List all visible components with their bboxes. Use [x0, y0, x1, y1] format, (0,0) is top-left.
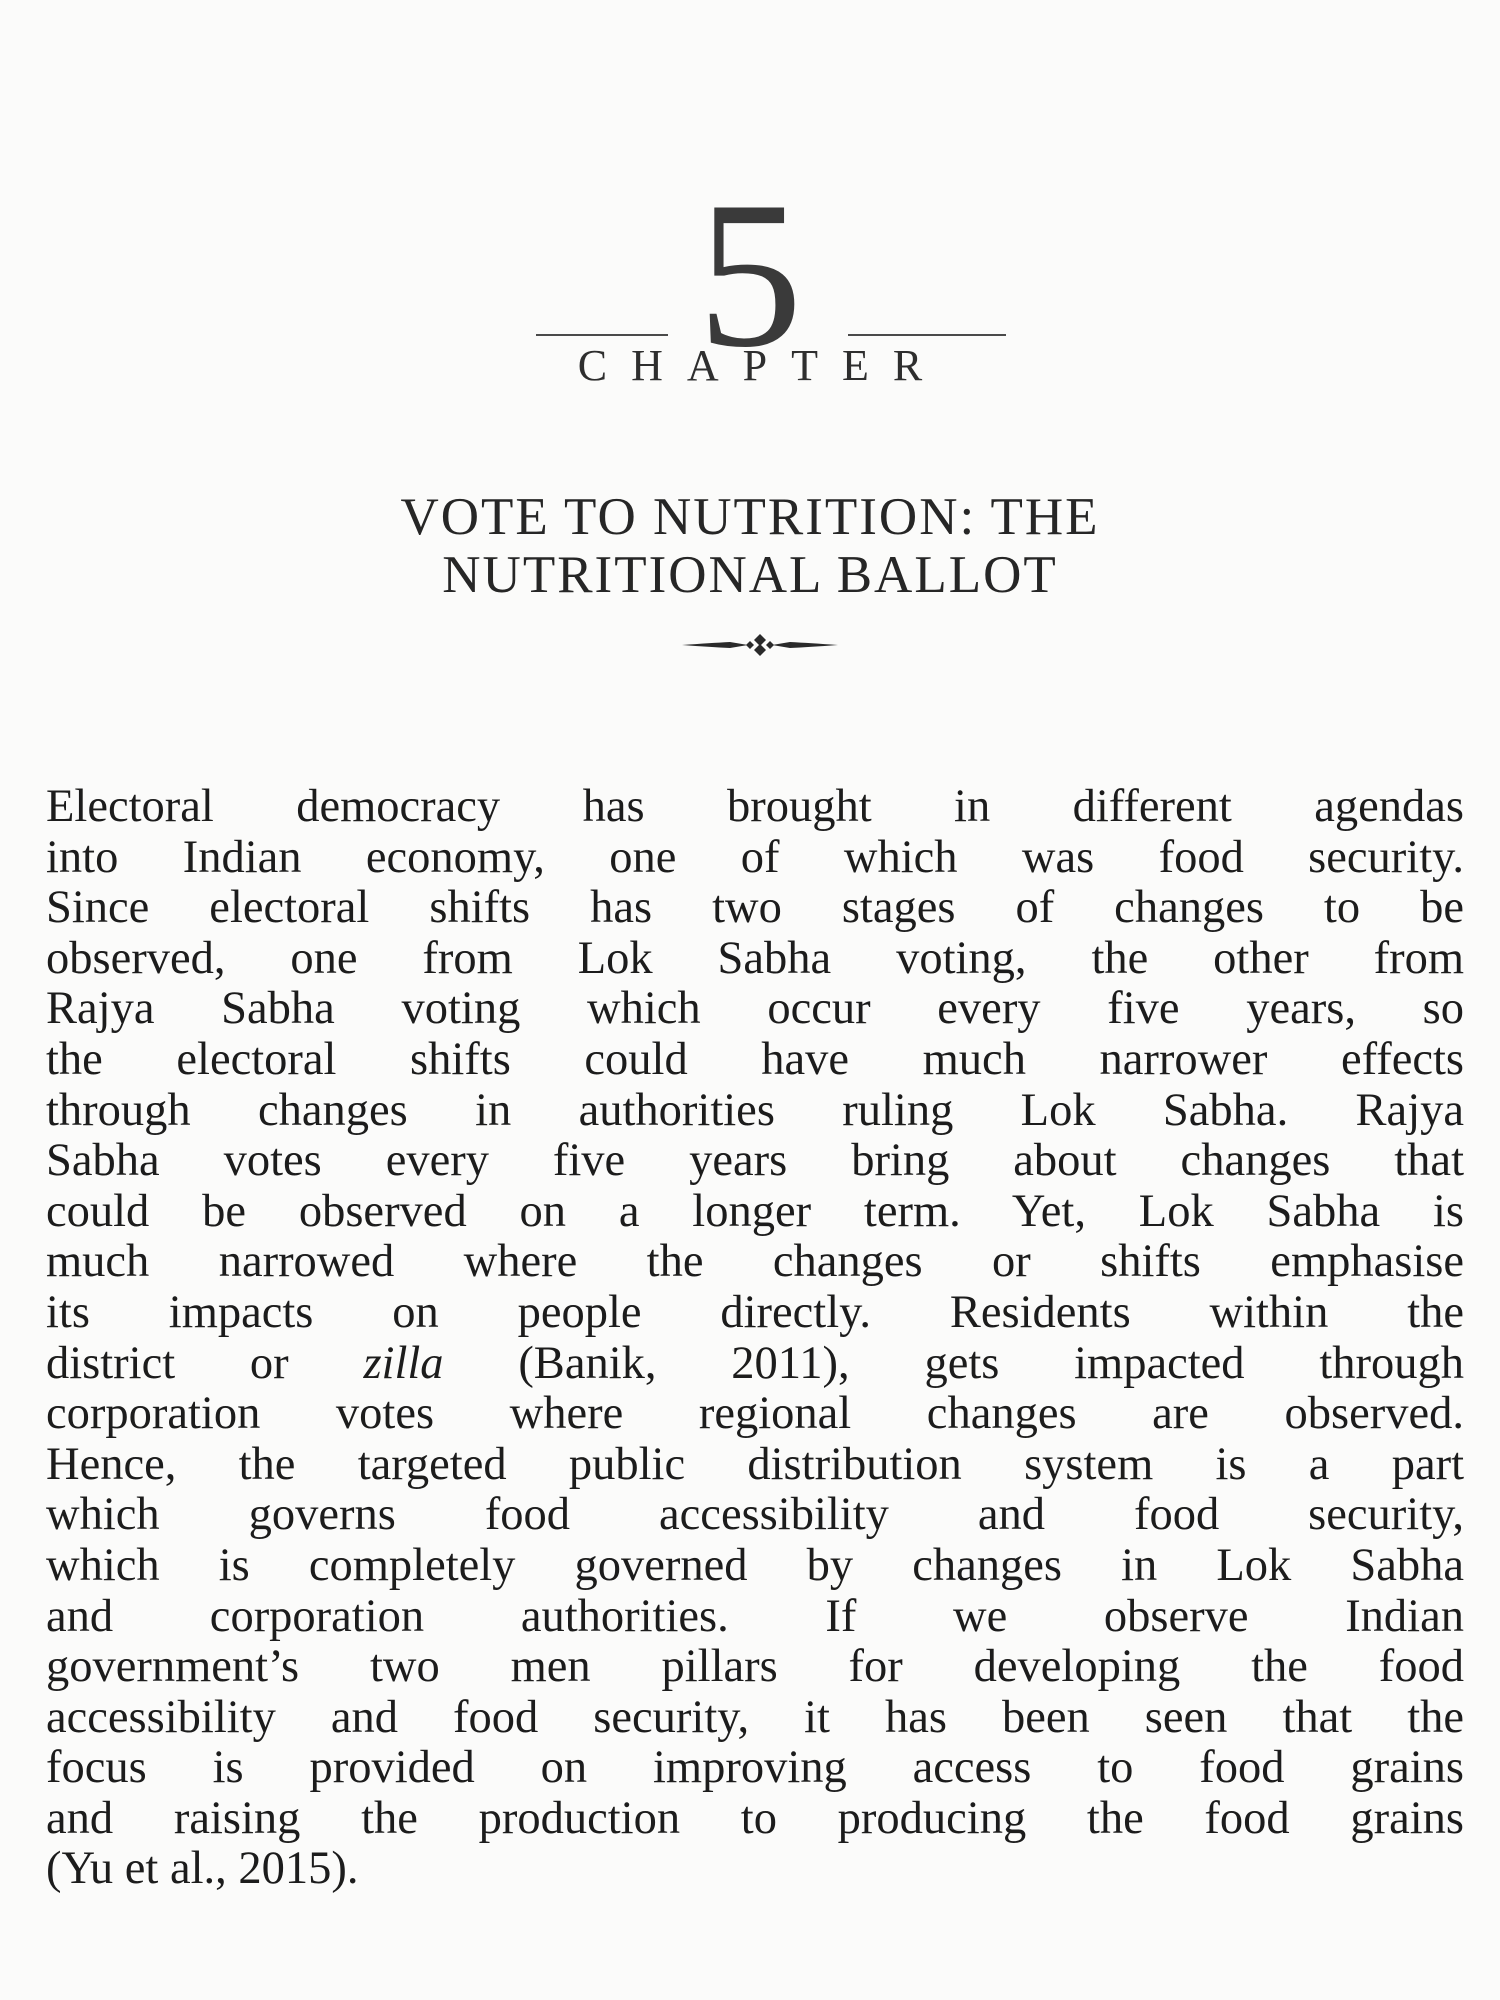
body-line: which is completely governed by changes in Lok Sabha — [46, 1539, 1464, 1591]
body-line: its impacts on people directly. Residents within the — [46, 1286, 1464, 1338]
body-line: and raising the production to producing the food grains — [46, 1792, 1464, 1844]
body-line: (Yu et al., 2015). — [46, 1843, 359, 1895]
italic-term-zilla: zilla — [363, 1337, 444, 1389]
body-line: into Indian economy, one of which was food security. — [46, 831, 1464, 883]
body-line: Hence, the targeted public distribution system is a part — [46, 1438, 1464, 1490]
chapter-label: CHAPTER — [577, 341, 947, 390]
chapter-title-line-1: VOTE TO NUTRITION: THE — [400, 488, 1100, 546]
body-line: government’s two men pillars for developing the food — [46, 1641, 1464, 1693]
body-line: Sabha votes every five years bring about changes that — [46, 1135, 1464, 1187]
diamond-flourish-icon — [680, 630, 840, 660]
body-line: focus is provided on improving access to food grains — [46, 1742, 1464, 1794]
body-line: Rajya Sabha voting which occur every five years, so — [46, 983, 1464, 1035]
body-line: through changes in authorities ruling Lok Sabha. Rajya — [46, 1084, 1464, 1136]
body-line-prefix: district or — [46, 1337, 364, 1389]
chapter-title — [0, 488, 1500, 604]
body-line: which governs food accessibility and food security, — [46, 1489, 1464, 1541]
body-line: could be observed on a longer term. Yet, Lok Sabha is — [46, 1185, 1464, 1237]
body-line: accessibility and food security, it has been seen that the — [46, 1691, 1464, 1743]
body-line-suffix: (Banik, 2011), gets impacted through — [443, 1337, 1464, 1389]
body-line-with-italic — [46, 1339, 1464, 1390]
chapter-number: 5 — [697, 159, 803, 391]
body-line: much narrowed where the changes or shifts emphasise — [46, 1236, 1464, 1288]
body-line: observed, one from Lok Sabha voting, the other from — [46, 932, 1464, 984]
chapter-rule-left — [536, 334, 668, 336]
body-line: the electoral shifts could have much narrower effects — [46, 1033, 1464, 1085]
body-line: Since electoral shifts has two stages of changes to be — [46, 882, 1464, 934]
body-line: corporation votes where regional changes are observed. — [46, 1388, 1464, 1440]
body-line: and corporation authorities. If we observe Indian — [46, 1590, 1464, 1642]
body-line: Electoral democracy has brought in different agendas — [46, 781, 1464, 832]
body-paragraph — [46, 782, 1464, 1895]
chapter-rule-right — [848, 334, 1006, 336]
chapter-title-line-2: NUTRITIONAL BALLOT — [442, 546, 1058, 604]
